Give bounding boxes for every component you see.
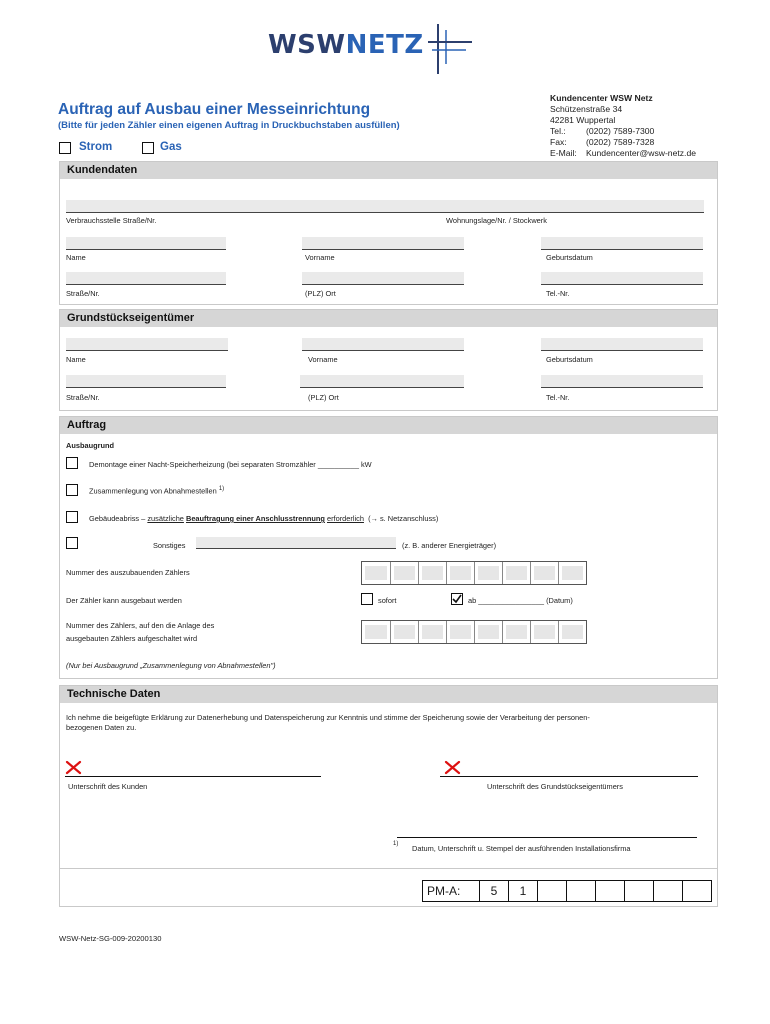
kunde-ort-label: (PLZ) Ort (305, 289, 336, 298)
sonstiges-hint: (z. B. anderer Energieträger) (402, 541, 497, 550)
datenschutz-text-line2: bezogenen Daten zu. (66, 723, 137, 732)
digit-box[interactable] (558, 562, 586, 584)
kunde-tel-label: Tel.-Nr. (546, 289, 570, 298)
eigentuemer-geburtsdatum-label: Geburtsdatum (546, 355, 593, 364)
kunde-strasse-label: Straße/Nr. (66, 289, 100, 298)
eigentuemer-name-label: Name (66, 355, 86, 364)
eigentuemer-tel-label: Tel.-Nr. (546, 393, 570, 402)
logo-text-netz: NETZ (345, 30, 424, 60)
digit-box[interactable] (502, 621, 530, 643)
digit-box[interactable] (390, 562, 418, 584)
kunde-geburtsdatum-input[interactable] (541, 237, 703, 250)
gebaeudeabriss-hint: (→ s. Netzanschluss) (368, 514, 439, 523)
pm-digit[interactable]: 1 (508, 881, 537, 901)
kunde-name-label: Name (66, 253, 86, 262)
signature-cross-icon (65, 760, 83, 776)
logo-text-wsw: WSW (268, 30, 346, 60)
kunde-ort-input[interactable] (302, 272, 464, 285)
gebaeudeabriss-checkbox[interactable] (66, 511, 78, 523)
pm-digit[interactable] (682, 881, 711, 901)
digit-box[interactable] (418, 562, 446, 584)
kunde-vorname-input[interactable] (302, 237, 464, 250)
contact-city: 42281 Wuppertal (550, 115, 616, 125)
eigentuemer-vorname-label: Vorname (308, 355, 338, 364)
gebaeudeabriss-label (89, 514, 438, 523)
digit-box[interactable] (530, 562, 558, 584)
contact-email: Kundencenter@wsw-netz.de (586, 148, 696, 158)
eigentuemer-heading: Grundstückseigentümer (60, 310, 717, 327)
wohnungslage-input[interactable] (403, 200, 704, 213)
eigentuemer-ort-label: (PLZ) Ort (308, 393, 339, 402)
eigentuemer-name-input[interactable] (66, 338, 228, 351)
demontage-checkbox[interactable] (66, 457, 78, 469)
verbrauchsstelle-input[interactable] (66, 200, 406, 213)
zusammenlegung-label (89, 486, 224, 495)
document-id: WSW-Netz-SG-009-20200130 (59, 934, 162, 943)
gebaeudeabriss-text: Gebäudeabriss – (89, 514, 146, 523)
anlage-label-line1: Nummer des Zählers, auf den die Anlage des (66, 621, 215, 630)
pm-digit[interactable] (537, 881, 566, 901)
contact-name: Kundencenter WSW Netz (550, 93, 653, 103)
digit-box[interactable] (362, 621, 390, 643)
sonstiges-input[interactable] (196, 537, 396, 549)
pm-digit[interactable] (624, 881, 653, 901)
digit-box[interactable] (418, 621, 446, 643)
contact-block (550, 93, 696, 159)
demontage-label: Demontage einer Nacht-Speicherheizung (bei separaten Stromzähler __________ kW (89, 460, 372, 469)
section-divider (60, 868, 717, 869)
checkmark-icon (452, 594, 462, 604)
ab-datum-label: ab ________________ (Datum) (468, 596, 573, 605)
contact-fax: (0202) 7589-7328 (586, 137, 655, 147)
installationsfirma-signature-line[interactable] (397, 837, 697, 838)
eigentuemer-tel-input[interactable] (541, 375, 703, 388)
technische-daten-section (59, 685, 718, 907)
sonstiges-checkbox[interactable] (66, 537, 78, 549)
digit-box[interactable] (558, 621, 586, 643)
gas-checkbox[interactable] (142, 142, 154, 154)
eigentuemer-strasse-label: Straße/Nr. (66, 393, 100, 402)
contact-email-label: E-Mail: (550, 148, 577, 158)
datenschutz-text-line1: Ich nehme die beigefügte Erklärung zur Datenerhebung und Datenspeicherung zur Kenntnis und stimme der Speicherung sowie der Verarbeitung der personen- (66, 713, 590, 722)
kunde-vorname-label: Vorname (305, 253, 335, 262)
ausbaugrund-label: Ausbaugrund (66, 441, 115, 450)
pm-a-label: PM-A: (427, 884, 461, 898)
sofort-label: sofort (378, 596, 397, 605)
form-subtitle: (Bitte für jeden Zähler einen eigenen Auftrag in Druckbuchstaben ausfüllen) (58, 120, 400, 131)
installationsfirma-signature-label: Datum, Unterschrift u. Stempel der ausführenden Installationsfirma (412, 844, 631, 853)
digit-box[interactable] (390, 621, 418, 643)
ab-checkbox[interactable] (451, 593, 463, 605)
signature-cross-icon (444, 760, 462, 776)
digit-box[interactable] (362, 562, 390, 584)
sonstiges-label: Sonstiges (153, 541, 186, 550)
nummer-label: Nummer des auszubauenden Zählers (66, 568, 190, 577)
contact-tel: (0202) 7589-7300 (586, 126, 655, 136)
digit-box[interactable] (446, 621, 474, 643)
contact-street: Schützenstraße 34 (550, 104, 623, 114)
eigentuemer-signature-line[interactable] (440, 776, 698, 777)
eigentuemer-ort-input[interactable] (300, 375, 464, 388)
pm-digit[interactable] (653, 881, 682, 901)
auftrag-footnote: (Nur bei Ausbaugrund „Zusammenlegung von Abnahmestellen") (66, 661, 276, 670)
contact-tel-label: Tel.: (550, 126, 566, 136)
wohnungslage-label: Wohnungslage/Nr. / Stockwerk (446, 216, 547, 225)
zusammenlegung-text: Zusammenlegung von Abnahmestellen (89, 486, 217, 496)
pm-digit[interactable] (595, 881, 624, 901)
pm-digit[interactable]: 5 (479, 881, 508, 901)
eigentuemer-signature-label: Unterschrift des Grundstückseigentümers (487, 782, 623, 791)
pm-digit[interactable] (566, 881, 595, 901)
digit-box[interactable] (474, 621, 502, 643)
ausgebaut-label: Der Zähler kann ausgebaut werden (66, 596, 182, 605)
digit-box[interactable] (446, 562, 474, 584)
gebaeudeabriss-zusaetzliche: zusätzliche (147, 514, 184, 523)
pm-a-number-field[interactable] (422, 880, 712, 902)
zusammenlegung-checkbox[interactable] (66, 484, 78, 496)
digit-box[interactable] (502, 562, 530, 584)
kunde-signature-label: Unterschrift des Kunden (68, 782, 148, 791)
verbrauchsstelle-label: Verbrauchsstelle Straße/Nr. (66, 216, 157, 225)
sofort-checkbox[interactable] (361, 593, 373, 605)
kundendaten-heading: Kundendaten (60, 162, 717, 179)
technische-daten-heading: Technische Daten (60, 686, 717, 703)
kunde-signature-line[interactable] (65, 776, 321, 777)
anlage-zaehler-boxes[interactable] (361, 620, 587, 644)
kunde-tel-input[interactable] (541, 272, 703, 285)
eigentuemer-strasse-input[interactable] (66, 375, 226, 388)
kunde-strasse-input[interactable] (66, 272, 226, 285)
auftrag-section (59, 416, 718, 679)
gebaeudeabriss-anschlusstrennung: Beauftragung einer Anschlusstrennung (185, 514, 325, 523)
contact-fax-label: Fax: (550, 137, 567, 147)
eigentuemer-geburtsdatum-input[interactable] (541, 338, 703, 351)
wsw-netz-logo (268, 30, 424, 60)
digit-box[interactable] (530, 621, 558, 643)
eigentuemer-vorname-input[interactable] (302, 338, 464, 351)
gebaeudeabriss-erforderlich: erforderlich (326, 514, 364, 523)
eigentuemer-section (59, 309, 718, 411)
installationsfirma-footnote-mark: 1) (393, 841, 399, 847)
zusammenlegung-footnote-mark: 1) (218, 486, 225, 492)
digit-box[interactable] (474, 562, 502, 584)
kunde-name-input[interactable] (66, 237, 226, 250)
strom-label: Strom (79, 141, 113, 153)
form-title: Auftrag auf Ausbau einer Messeinrichtung (58, 101, 371, 118)
anlage-label-line2: ausgebauten Zählers aufgeschaltet wird (66, 634, 198, 643)
gas-label: Gas (160, 141, 182, 153)
kunde-geburtsdatum-label: Geburtsdatum (546, 253, 593, 262)
zaehler-nummer-boxes[interactable] (361, 561, 587, 585)
logo-grid-icon (428, 20, 474, 76)
strom-checkbox[interactable] (59, 142, 71, 154)
kundendaten-section (59, 161, 718, 305)
auftrag-heading: Auftrag (60, 417, 717, 434)
